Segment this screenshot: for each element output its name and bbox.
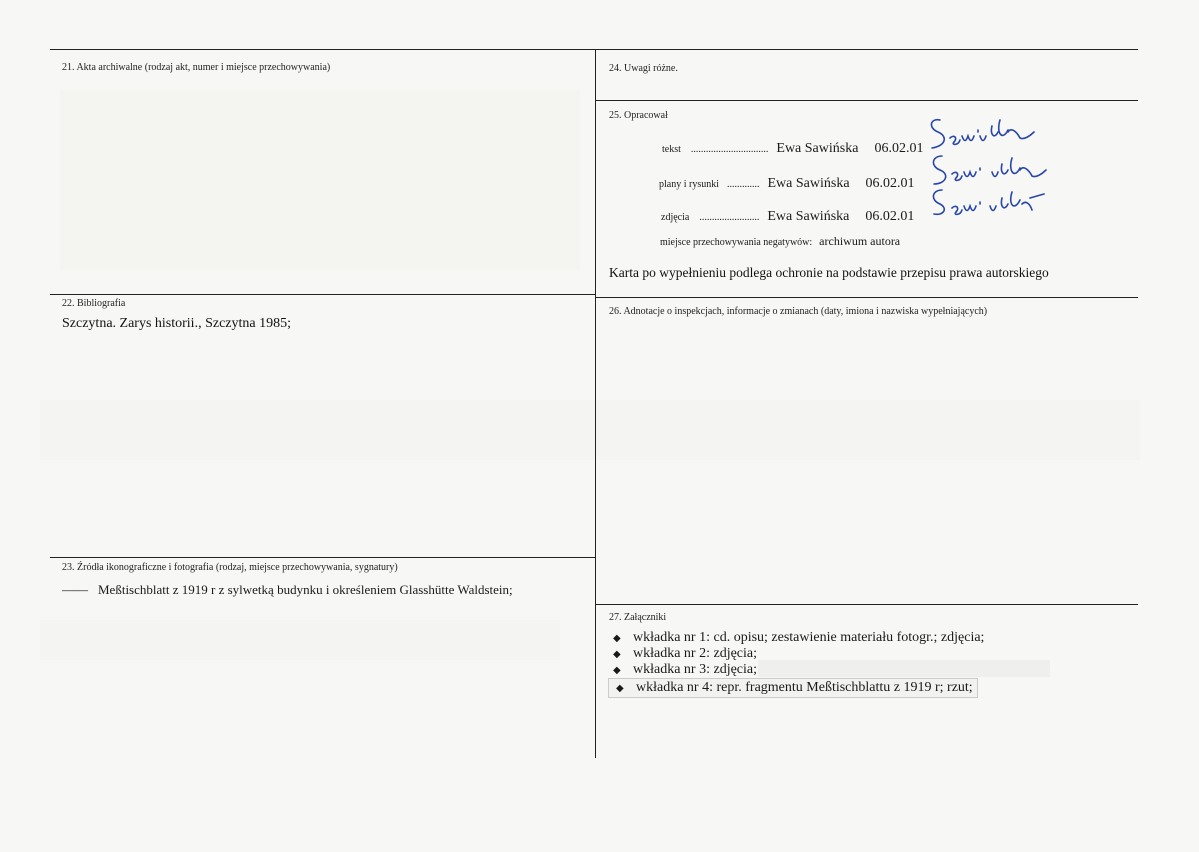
rule-22-23 [50, 557, 595, 558]
field-23-label: 23. Źródła ikonograficzne i fotografia (rodzaj, miejsce przechowywania, sygnatury) [62, 562, 398, 573]
signature-plans [930, 152, 1060, 192]
attachment-item: wkładka nr 3: zdjęcia; [633, 662, 758, 677]
source-dash: —— [62, 582, 88, 597]
author-row-label: tekst [662, 144, 681, 155]
diamond-bullet-icon: ◆ [613, 649, 621, 660]
author-row-dots: ............................... [690, 144, 769, 155]
diamond-bullet-icon: ◆ [616, 683, 624, 694]
rule-25-26 [596, 297, 1138, 298]
diamond-bullet-icon: ◆ [613, 633, 621, 644]
author-row-photos [661, 207, 914, 225]
scan-shading [40, 620, 560, 660]
field-22-label: 22. Bibliografia [62, 298, 126, 309]
scan-shading [60, 90, 580, 270]
top-rule [50, 49, 1138, 50]
author-row-name: Ewa Sawińska [767, 209, 850, 224]
attachment-item: wkładka nr 2: zdjęcia; [633, 646, 758, 661]
field-27-label: 27. Załączniki [609, 612, 667, 623]
author-row-name: Ewa Sawińska [767, 176, 850, 191]
source-entry [62, 581, 513, 599]
field-21-label: 21. Akta archiwalne (rodzaj akt, numer i miejsce przechowywania) [62, 62, 331, 73]
attachment-item: wkładka nr 1: cd. opisu; zestawienie materiału fotogr.; zdjęcia; [633, 630, 985, 645]
author-row-label: zdjęcia [661, 212, 690, 223]
author-row-dots: ........................ [699, 212, 760, 223]
author-row-name: Ewa Sawińska [776, 141, 859, 156]
copyright-notice: Karta po wypełnieniu podlega ochronie na podstawie przepisu prawa autorskiego [609, 265, 1049, 280]
author-row-text [662, 139, 923, 157]
author-row-plans [659, 174, 915, 192]
bibliography-text: Szczytna. Zarys historii., Szczytna 1985; [62, 316, 291, 331]
scan-shading [40, 400, 1140, 460]
author-row-date: 06.02.01 [865, 176, 915, 191]
author-row-date: 06.02.01 [865, 209, 915, 224]
author-row-label: plany i rysunki [659, 179, 719, 190]
signature-photos [930, 188, 1060, 224]
field-25-label: 25. Opracował [609, 110, 668, 121]
column-divider [595, 49, 596, 758]
rule-24-25 [596, 100, 1138, 101]
rule-21-22 [50, 294, 595, 295]
source-text: Meßtischblatt z 1919 r z sylwetką budynku i określeniem Glasshütte Waldstein; [98, 582, 513, 597]
author-row-dots: ............. [727, 179, 760, 190]
signature-text [926, 116, 1056, 156]
field-26-label: 26. Adnotacje o inspekcjach, informacje o zmianach (daty, imiona i nazwiska wypełniających) [609, 306, 988, 317]
negatives-location [660, 232, 900, 250]
negatives-value: archiwum autora [819, 234, 901, 248]
scan-highlight [758, 660, 1050, 677]
rule-26-27 [596, 604, 1138, 605]
attachment-item: wkładka nr 4: repr. fragmentu Meßtischblattu z 1919 r; rzut; [636, 680, 973, 695]
field-24-label: 24. Uwagi różne. [609, 63, 678, 74]
negatives-label: miejsce przechowywania negatywów: [660, 237, 813, 248]
author-row-date: 06.02.01 [874, 141, 924, 156]
diamond-bullet-icon: ◆ [613, 665, 621, 676]
